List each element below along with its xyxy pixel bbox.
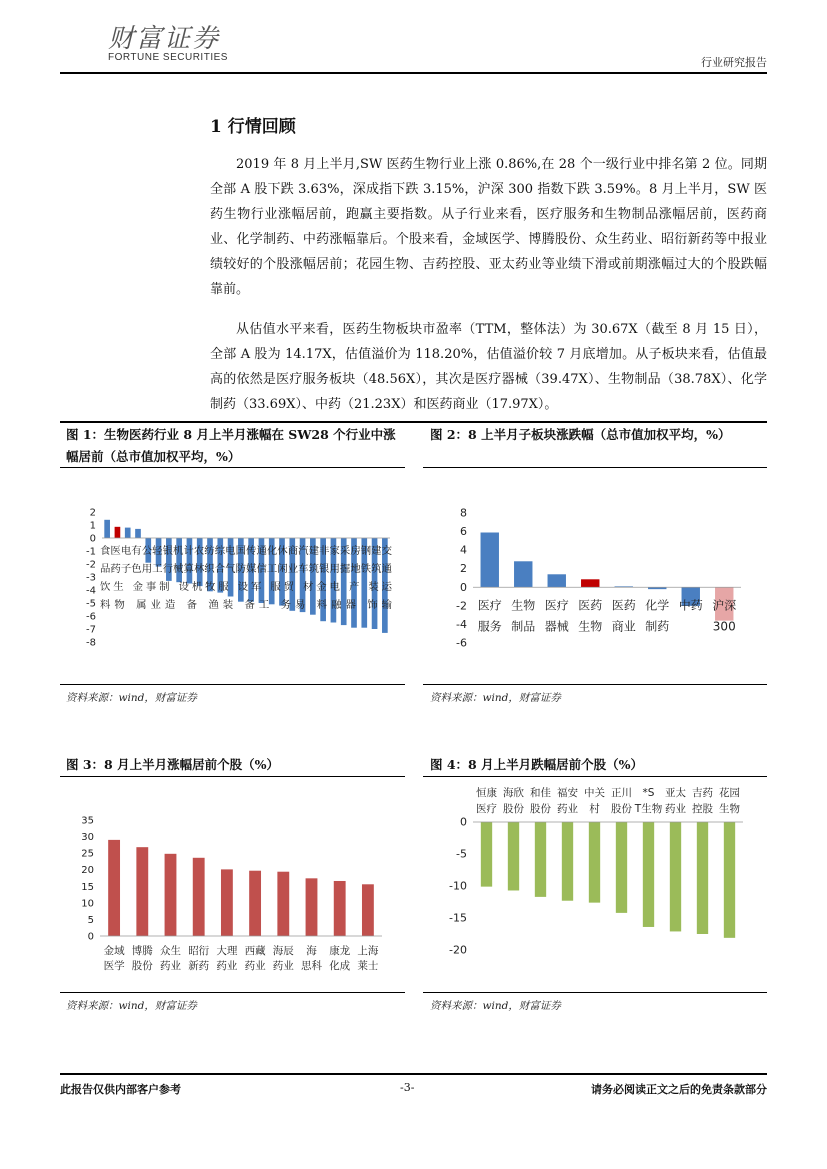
category-label: 股份 xyxy=(530,803,551,815)
bar-花园生物 xyxy=(724,822,735,938)
y-tick-label: -7 xyxy=(86,624,96,636)
y-tick-label: 8 xyxy=(460,506,467,520)
figure-1-bottom-rule xyxy=(60,684,405,685)
y-tick-label: 35 xyxy=(81,815,94,827)
category-label: 思科 xyxy=(301,960,322,972)
category-label: 正川 xyxy=(611,787,632,799)
y-tick-label: -10 xyxy=(449,879,467,893)
figure-2-source: 资料来源：wind，财富证券 xyxy=(430,692,561,704)
category-label: 服务 xyxy=(477,619,502,634)
category-label: 生物 xyxy=(719,803,740,815)
bar-亚太药业 xyxy=(670,822,681,931)
bar-和佳股份 xyxy=(535,822,546,897)
bar-西藏药业 xyxy=(249,871,261,936)
bar-正川股份 xyxy=(616,822,627,913)
figure-4-title-rule xyxy=(423,776,767,777)
bar-海欣股份 xyxy=(508,822,519,890)
y-tick-label: -6 xyxy=(86,611,96,623)
category-label: 医学 xyxy=(103,960,125,972)
y-tick-label: -20 xyxy=(449,943,467,957)
category-label: 药业 xyxy=(216,960,238,972)
category-label: 控股 xyxy=(692,803,713,815)
figure-3-title-rule xyxy=(60,776,405,777)
category-label: 博腾 xyxy=(131,945,153,957)
bar-众生药业 xyxy=(165,854,177,936)
category-label: 医疗 xyxy=(477,598,502,613)
y-tick-label: 20 xyxy=(81,865,94,877)
figure-2-chart xyxy=(423,500,767,655)
y-tick-label: -2 xyxy=(86,559,96,571)
category-label: 吉药 xyxy=(692,787,713,799)
bar-*ST生物 xyxy=(643,822,654,927)
category-label: 福安 xyxy=(557,787,578,799)
bar-上海莱士 xyxy=(362,884,374,936)
figure-1-title-rule xyxy=(60,467,405,468)
paragraph-valuation: 从估值水平来看，医药生物板块市盈率（TTM，整体法）为 30.67X（截至 8 月 15 日），全部 A 股为 14.17X，估值溢价为 118.20%，估值溢价较 7 月底增加。从子板块来看，估值最高的依然是医疗服务板块（48.56X），其次是医疗器械（39.47X）、生物制品（38.78X）、化学制药（33.69X）、中药（21.23X）和医药商业（17.97X）。 xyxy=(210,322,767,412)
category-label: 亚太 xyxy=(665,787,686,799)
bar-海思科 xyxy=(306,878,318,936)
y-tick-label: 0 xyxy=(460,815,467,829)
figure-3-bottom-rule xyxy=(60,992,405,993)
figure-3-chart xyxy=(60,810,405,980)
bar-昭衍新药 xyxy=(193,858,205,936)
bar-电子 xyxy=(125,528,131,538)
bar-食品饮料 xyxy=(104,520,110,538)
y-tick-label: -8 xyxy=(86,637,96,649)
category-label: *S xyxy=(642,787,655,799)
category-label: 股份 xyxy=(131,960,153,972)
footer-divider xyxy=(60,1073,767,1075)
figure-1-title: 图 1：生物医药行业 8 月上半月涨幅在 SW28 个行业中涨幅居前（总市值加权平均，%） xyxy=(66,427,396,464)
logo-text-cn: 财富证券 xyxy=(108,24,221,54)
y-tick-label: 0 xyxy=(460,580,467,594)
figure-3-source: 资料来源：wind，财富证券 xyxy=(66,1000,197,1012)
category-label: 制品 xyxy=(511,619,536,634)
category-label: 药业 xyxy=(557,803,578,815)
category-label: 化成 xyxy=(329,960,351,972)
category-label: 股份 xyxy=(611,803,632,815)
y-tick-label: 2 xyxy=(89,507,96,519)
category-label: 制药 xyxy=(645,619,670,634)
bar-医疗器械 xyxy=(548,574,566,587)
category-label-row: 品药子色用工行械算林织合气防媒信工闲业车筑银用掘地铁筑通 xyxy=(100,563,392,575)
category-label: 医疗 xyxy=(544,598,569,613)
y-tick-label: 0 xyxy=(89,533,96,545)
header-divider xyxy=(60,72,767,74)
category-label: 西藏 xyxy=(244,945,266,957)
bar-金域医学 xyxy=(108,840,120,936)
category-label: 中关 xyxy=(584,787,605,799)
logo-text-en: FORTUNE SECURITIES xyxy=(108,52,228,63)
figure-2-title-rule xyxy=(423,467,767,468)
bar-康龙化成 xyxy=(334,881,346,936)
category-label-row: 料物 属业造 备 渔装 备工 务易 料融器 饰输 xyxy=(100,599,393,611)
y-tick-label: 30 xyxy=(81,832,94,844)
y-tick-label: -2 xyxy=(456,599,467,613)
y-tick-label: -15 xyxy=(449,911,467,925)
y-tick-label: 25 xyxy=(81,848,94,860)
figure-1-source: 资料来源：wind，财富证券 xyxy=(66,692,197,704)
category-label: 新药 xyxy=(188,960,210,972)
y-tick-label: 0 xyxy=(87,931,94,943)
y-tick-label: 2 xyxy=(460,562,467,576)
category-label: 股份 xyxy=(503,803,524,815)
bar-医疗服务 xyxy=(481,533,499,588)
category-label: 300 xyxy=(712,619,736,634)
footer-disclaimer-right: 请务必阅读正文之后的免责条款部分 xyxy=(591,1083,767,1096)
category-label: 恒康 xyxy=(476,787,497,799)
category-label: 商业 xyxy=(611,619,636,634)
category-label: 上海 xyxy=(357,945,379,957)
report-type-label: 行业研究报告 xyxy=(701,56,767,69)
paragraph-market-review: 2019 年 8 月上半月,SW 医药生物行业上涨 0.86%,在 28 个一级行业中排名第 2 位。同期全部 A 股下跌 3.63%，深成指下跌 3.15%，沪深 300 指数下跌 3.59%。8 月上半月，SW 医药生物行业涨幅居前，跑赢主要指数。从子行业来看，医疗服务和生物制品涨幅居前，医药商业、化学制药、中药涨幅靠后。个股来看，金域医学、博腾股份、众生药业、昭衍新药等中报业绩较好的个股涨幅居前；花园生物、吉药控股、亚太药业等业绩下滑或前期涨幅过大的个股跌幅靠前。 xyxy=(210,157,767,297)
bar-恒康医疗 xyxy=(481,822,492,887)
y-tick-label: -1 xyxy=(86,546,96,558)
category-label: 沪深 xyxy=(712,598,737,613)
category-label: 器械 xyxy=(544,619,569,634)
y-tick-label: -4 xyxy=(456,617,467,631)
figure-2-bottom-rule xyxy=(423,684,767,685)
category-label: 生物 xyxy=(511,598,536,613)
category-label: 化学 xyxy=(645,598,670,613)
footer-disclaimer-left: 此报告仅供内部客户参考 xyxy=(60,1083,181,1096)
category-label: 药业 xyxy=(160,960,181,972)
bar-海辰药业 xyxy=(277,872,289,936)
figure-4-chart xyxy=(423,780,767,965)
category-label: 花园 xyxy=(719,787,740,799)
category-label: T生物 xyxy=(634,803,663,815)
category-label: 药业 xyxy=(272,960,294,972)
category-label: 药业 xyxy=(244,960,266,972)
category-label: 众生 xyxy=(160,945,181,957)
category-label: 医药 xyxy=(578,598,603,613)
category-label: 昭衍 xyxy=(188,945,210,957)
y-tick-label: 15 xyxy=(81,881,94,893)
category-label: 海 xyxy=(306,945,317,957)
category-label: 医药 xyxy=(611,598,636,613)
y-tick-label: -6 xyxy=(456,636,467,650)
category-label-row: 饮生 金事制 设机牧服 设军 服贸 材金电 产 装运 xyxy=(100,581,392,593)
category-label: 海辰 xyxy=(272,945,294,957)
category-label: 大理 xyxy=(216,945,238,957)
category-label: 村 xyxy=(589,803,600,815)
y-tick-label: 6 xyxy=(460,525,467,539)
y-tick-label: -4 xyxy=(86,585,96,597)
category-label: 药业 xyxy=(665,803,686,815)
page-number: -3- xyxy=(400,1081,415,1094)
figure-row1-top-rule xyxy=(60,421,767,423)
bar-有色金属 xyxy=(135,529,141,538)
figure-3-title: 图 3：8 月上半月涨幅居前个股（%） xyxy=(66,757,279,772)
bar-福安药业 xyxy=(562,822,573,901)
category-label: 康龙 xyxy=(329,945,351,957)
y-tick-label: 1 xyxy=(89,520,96,532)
bar-医药生物 xyxy=(115,527,121,538)
category-label: 和佳 xyxy=(530,787,551,799)
y-tick-label: -5 xyxy=(456,847,467,861)
bar-生物制品 xyxy=(514,561,532,587)
category-label: 生物 xyxy=(578,619,603,634)
category-label: 海欣 xyxy=(503,787,524,799)
category-label: 医疗 xyxy=(476,803,497,815)
bar-中关村 xyxy=(589,822,600,903)
bar-医药生物 xyxy=(581,579,599,587)
figure-1-chart xyxy=(60,500,405,655)
bar-博腾股份 xyxy=(136,847,148,936)
section-title: 1 行情回顾 xyxy=(210,117,296,137)
y-tick-label: -5 xyxy=(86,598,96,610)
figure-4-source: 资料来源：wind，财富证券 xyxy=(430,1000,561,1012)
y-tick-label: 4 xyxy=(460,543,467,557)
y-tick-label: 10 xyxy=(81,898,94,910)
category-label: 莱士 xyxy=(357,960,379,972)
category-label-row: 食医电有公轻银机计农纺综电国传通化休商汽建非家采房钢建交 xyxy=(100,545,392,557)
bar-吉药控股 xyxy=(697,822,708,934)
y-tick-label: -3 xyxy=(86,572,96,584)
category-label: 金域 xyxy=(103,945,125,957)
bar-大理药业 xyxy=(221,869,233,936)
figure-4-bottom-rule xyxy=(423,992,767,993)
figure-4-title: 图 4：8 月上半月跌幅居前个股（%） xyxy=(430,757,643,772)
category-label: 中药 xyxy=(678,598,703,613)
figure-2-title: 图 2：8 上半月子板块涨跌幅（总市值加权平均，%） xyxy=(430,427,731,442)
y-tick-label: 5 xyxy=(87,914,94,926)
